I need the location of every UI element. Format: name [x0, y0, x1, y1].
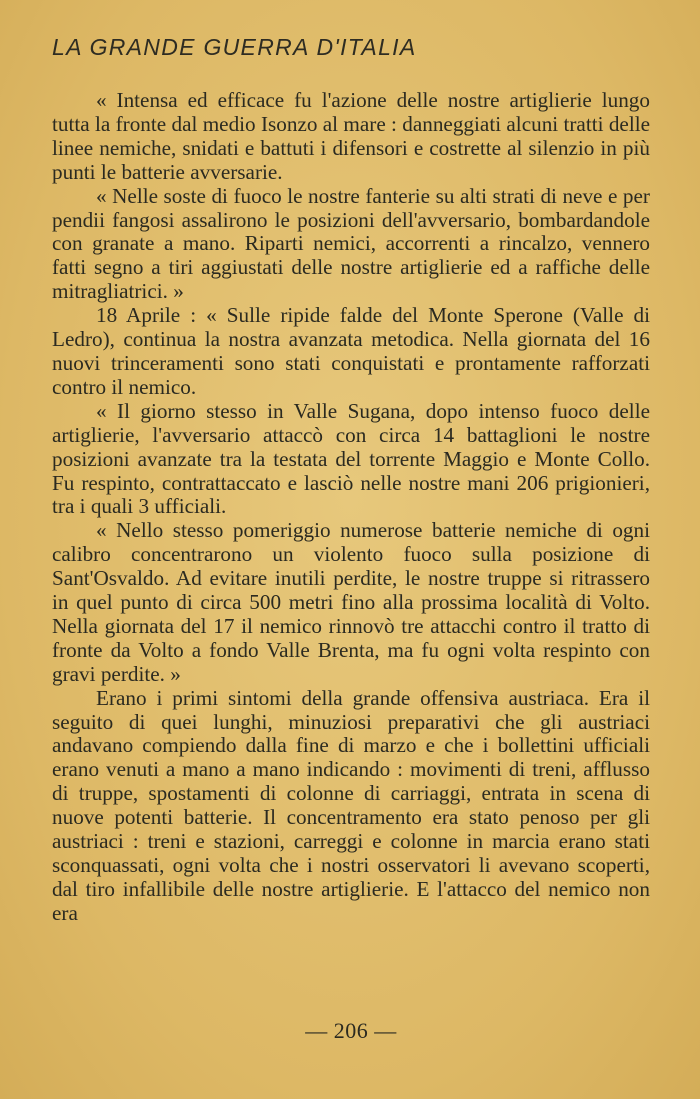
paragraph: Erano i primi sintomi della grande offensiva austriaca. Era il seguito di quei lunghi, minuziosi preparativi che gli austriaci andavano compiendo dalla fine di marzo e che i bollettini ufficiali erano venuti a mano a mano indicando : movimenti di treni, afflusso di truppe, spostamenti di colonne di carriaggi, entrata in scena di nuove potenti batterie. Il concentramento era stato penoso per gli austriaci : treni e stazioni, carreggi e colonne in marcia erano stati sconquassati, ogni volta che i nostri osservatori li avevano scoperti, dal tiro infallibile delle nostre artiglierie. E l'attacco del nemico non era — [52, 685, 650, 925]
paragraph: « Nelle soste di fuoco le nostre fanterie su alti strati di neve e per pendii fangosi assalirono le posizioni dell'avversario, bombardandole con granate a mano. Riparti nemici, accorrenti a rincalzo, vennero fatti segno a tiri aggiustati delle nostre artiglierie ed a raffiche delle mitragliatrici. » — [52, 183, 650, 304]
paragraph: « Nello stesso pomeriggio numerose batterie nemiche di ogni calibro concentrarono un violento fuoco sulla posizione di Sant'Osvaldo. Ad evitare inutili perdite, le nostre truppe si ritrassero in quel punto di circa 500 metri fino alla prossima località di Volto. Nella giornata del 17 il nemico rinnovò tre attacchi contro il tratto di fronte da Volto a fondo Valle Brenta, ma fu ogni volta respinto con gravi perdite. » — [52, 518, 650, 686]
paragraph: « Il giorno stesso in Valle Sugana, dopo intenso fuoco delle artiglierie, l'avversario attaccò con circa 14 battaglioni le nostre posizioni avanzate tra la testata del torrente Maggio e Monte Collo. Fu respinto, contrattaccato e lasciò nelle nostre mani 206 prigionieri, tra i quali 3 ufficiali. — [52, 398, 650, 519]
paragraph: 18 Aprile : « Sulle ripide falde del Monte Sperone (Valle di Ledro), continua la nostra avanzata metodica. Nella giornata del 16 nuovi trinceramenti sono stati conquistati e prontamente rafforzati contro il nemico. — [52, 303, 650, 399]
running-head-title: LA GRANDE GUERRA D'ITALIA — [52, 34, 417, 60]
paragraph: « Intensa ed efficace fu l'azione delle nostre artiglierie lungo tutta la fronte dal medio Isonzo al mare : danneggiati alcuni tratti delle linee nemiche, snidati e battuti i difensori e costrette al silenzio in più punti le batterie avversarie. — [52, 88, 650, 184]
book-page — [52, 34, 650, 1074]
page-number: — 206 — — [305, 1018, 397, 1043]
body-text — [52, 89, 650, 926]
